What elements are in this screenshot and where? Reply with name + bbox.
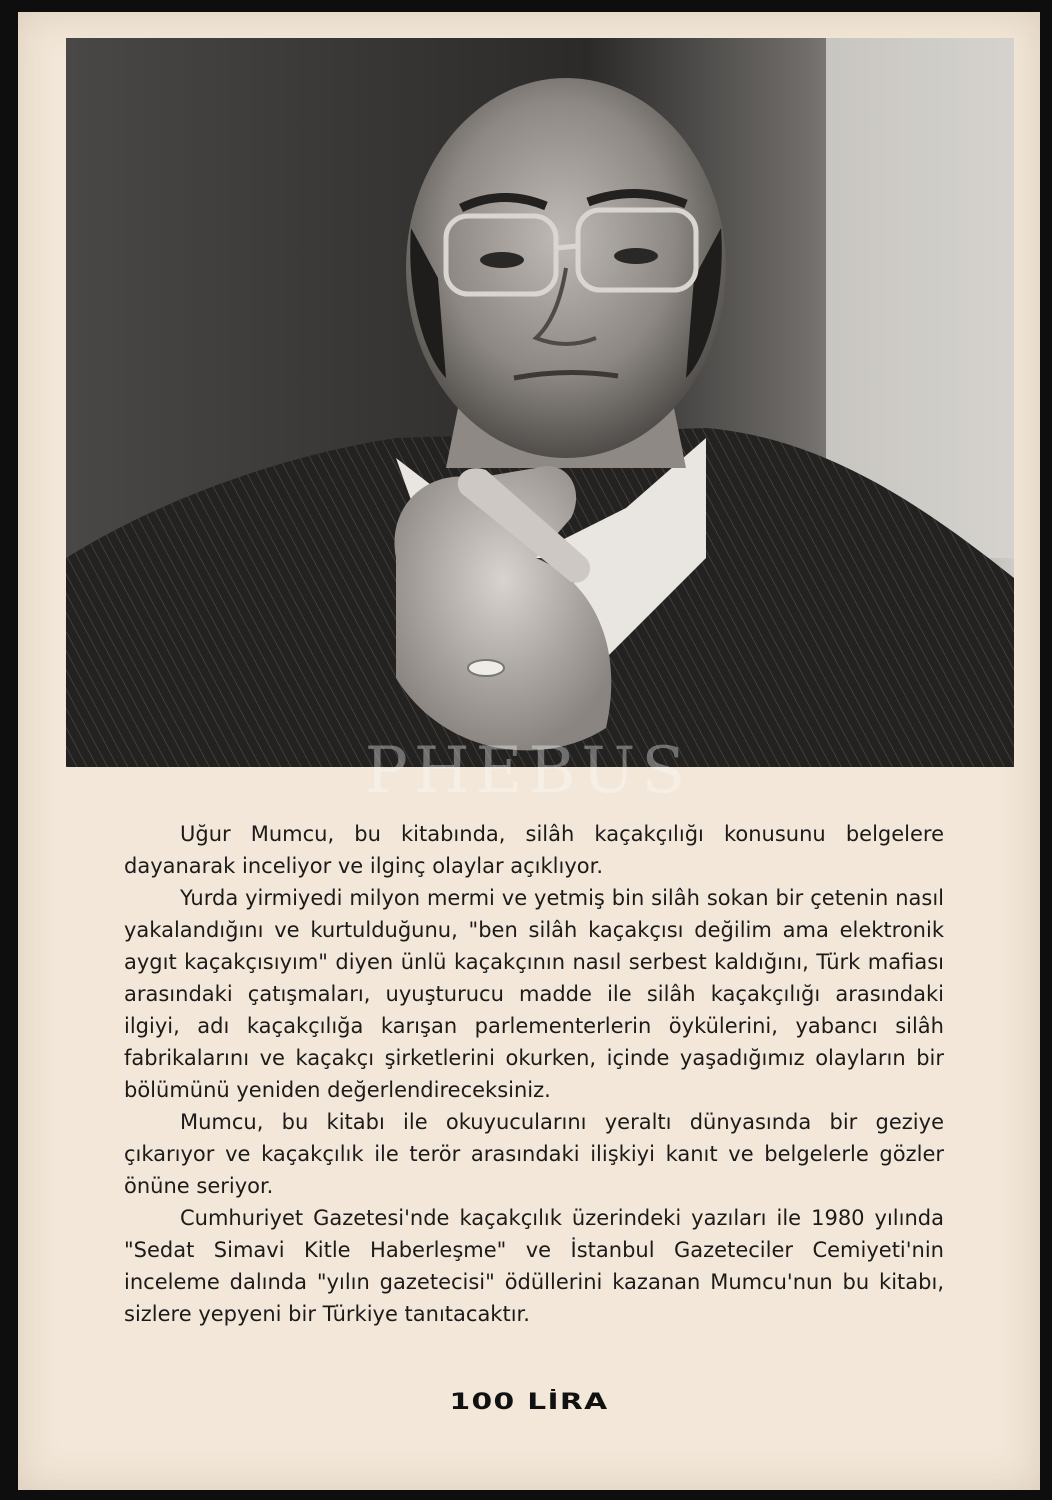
blurb-paragraph-2: Yurda yirmiyedi milyon mermi ve yetmiş bin silâh sokan bir çetenin nasıl yakalandığını ve kurtulduğunu, "ben silâh kaçakçısı değilim ama elektronik aygıt kaçakçısıyım" diyen ünlü kaçakçının nasıl serbest kaldığını, Türk mafiası arasındaki çatışmaları, uyuşturucu madde ile silâh kaçakçılığı arasındaki ilgiyi, adı kaçakçılığa karışan parlementerlerin öykülerini, yabancı silâh fabrikalarını ve kaçakçı şirketlerini okurken, içinde yaşadığımız olayların bir bölümünü yeniden değerlendireceksiniz. <box>124 886 944 1102</box>
portrait-illustration <box>66 38 1014 767</box>
book-back-cover <box>18 12 1040 1490</box>
blurb-paragraph-1: Uğur Mumcu, bu kitabında, silâh kaçakçılığı konusunu belgelere dayanarak inceliyor ve ilginç olaylar açıklıyor. <box>124 822 944 878</box>
price-label: 100 LİRA <box>449 1390 609 1415</box>
blurb-paragraph-3: Mumcu, bu kitabı ile okuyucularını yeraltı dünyasında bir geziye çıkarıyor ve kaçakçılık ile terör arasındaki ilişkiyi kanıt ve belgelerle gözler önüne seriyor. <box>124 1110 944 1198</box>
watermark-text: PHEBUS <box>364 734 692 808</box>
back-cover-blurb <box>124 818 944 1330</box>
author-portrait-photo <box>66 38 1014 767</box>
blurb-paragraph-4: Cumhuriyet Gazetesi'nde kaçakçılık üzerindeki yazıları ile 1980 yılında "Sedat Simavi Kitle Haberleşme" ve İstanbul Gazeteciler Cemiyeti'nin inceleme dalında "yılın gazetecisi" ödüllerini kazanan Mumcu'nun bu kitabı, sizlere yepyeni bir Türkiye tanıtacaktır. <box>124 1206 944 1326</box>
